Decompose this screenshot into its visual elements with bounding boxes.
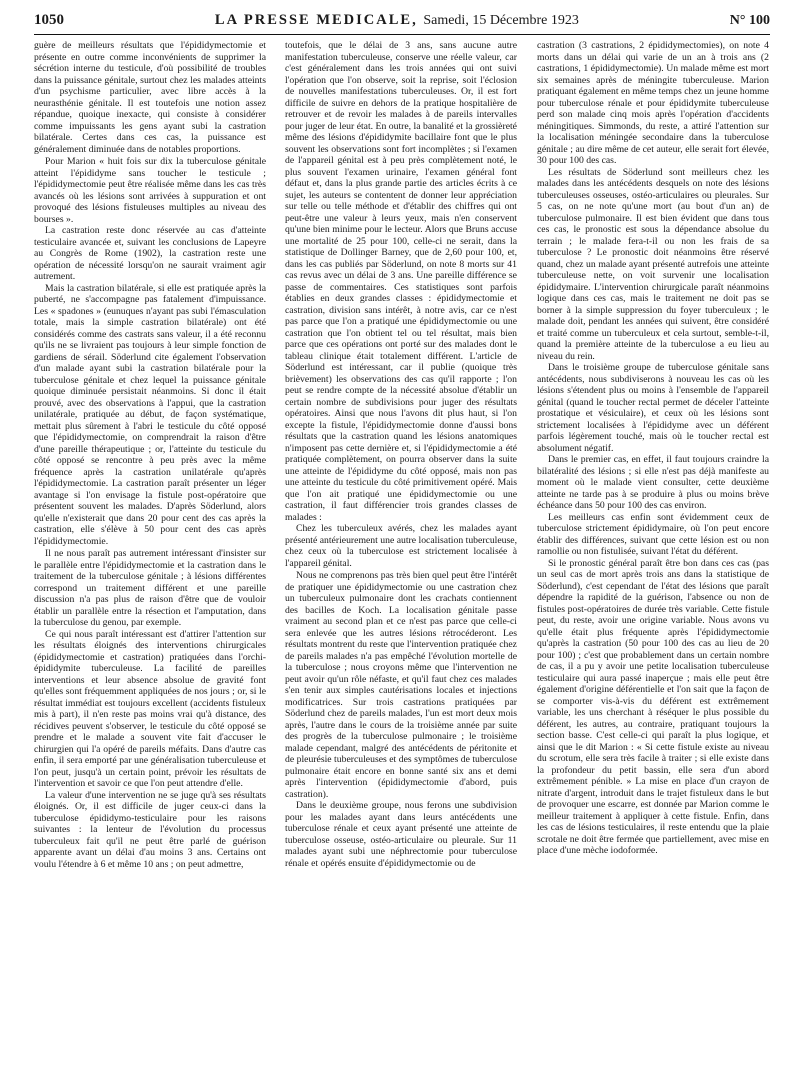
journal-title: LA PRESSE MEDICALE, <box>214 12 418 28</box>
page-header <box>34 12 770 32</box>
paragraph: Mais la castration bilatérale, si elle est pratiquée après la puberté, ne s'accompagne pas fatalement d'impuissance. Les « spadones » (eunuques n'ayant pas subi l'émasculation totale, mais la simple castration bilatérale) ont été considérés comme des castrats sans valeur, il a été reconnu qu'ils ne se livraient pas toujours à leur simple fonction de gardiens de sérail. Söderlund cite également l'observation d'un malade ayant subi la castration bilatérale pour la tuberculose génitale et chez lequel la puissance génitale quoique diminuée persistait néanmoins. Si donc il était prouvé, avec des observations à l'appui, que la castration unilatérale, pratiquée au début, de façon systématique, mettait plus sûrement à l'abri le testicule du côté opposé que l'épididymectomie, on comprendrait la raison d'être d'une pareille thérapeutique ; or, l'atteinte du testicule du côté opposé se rencontre à peu près avec la même fréquence après la castration unilatérale qu'après l'épididymectomie. La castration paraît présenter un léger avantage si l'on envisage la fistule post-opératoire que présentent souvent les malades. D'après Söderlund, alors qu'elle n'existerait que dans 20 pour cent des cas après la castration, elle s'élève à 50 pour cent des cas après l'épididymectomie. <box>34 282 266 547</box>
issue-number: N° 100 <box>729 13 770 28</box>
text-column-2 <box>285 40 517 1070</box>
paragraph: Ce qui nous paraît intéressant est d'attirer l'attention sur les résultats éloignés des interventions chirurgicales (épididymectomie et castration) pratiquées dans l'orchi-épididymite tuberculeuse. La facilité de pareilles interventions et leur absence absolue de gravité font qu'elles sont fréquemment appliquées de nos jours ; or, si le résultat immédiat est toujours excellent (accidents fistuleux mis à part), il n'en reste pas moins vrai qu'à distance, des récidives peuvent s'observer, le testicule du côté opposé se prendre et le malade a souvent vite fait d'accuser le chirurgien qui l'a opéré de pareils méfaits. Dans d'autre cas enfin, il sera emporté par une généralisation tuberculeuse et l'on peut, jusqu'à un certain point, prévoir les résultats de l'intervention et savoir ce que l'on peut attendre d'elle. <box>34 628 266 789</box>
paragraph: Nous ne comprenons pas très bien quel peut être l'intérêt de pratiquer une épididymectomie ou une castration chez un tuberculeux pulmonaire dont les crachats contiennent des bacilles de Koch. La localisation génitale passe vraiment au second plan et ce n'est pas parce que celle-ci sera enlevée que les autres lésions rétrocéderont. Les résultats montrent du reste que l'intervention pratiquée chez de pareils malades n'a pas empêché l'évolution mortelle de la tuberculose ; nous croyons même que l'intervention ne peut avoir qu'un rôle néfaste, et qu'il faut chez ces malades s'en tenir aux simples cautérisations locales et injections modificatrices. Sur trois castrations pratiquées par Söderlund chez de pareils malades, l'un est mort deux mois après, l'autre dans le cours de la troisième année par suite des progrès de la tuberculose pulmonaire ; le troisième malade cependant, malgré des antécédents de péritonite et de pleurésie tuberculeuses et des symptômes de tuberculose pulmonaire était encore en bonne santé six ans et demi après l'intervention (épididymectomie d'abord, puis castration). <box>285 570 517 800</box>
page-number: 1050 <box>34 12 64 28</box>
header-rule <box>34 34 770 35</box>
paragraph: Dans le premier cas, en effet, il faut toujours craindre la bilatéralité des lésions ; si elle n'est pas déjà manifeste au moment où le malade vient consulter, cette deuxième atteinte ne tarde pas à se produire à plus ou moins brève échéance dans 50 pour 100 des cas environ. <box>537 454 769 511</box>
paragraph: Dans le deuxième groupe, nous ferons une subdivision pour les malades ayant dans leurs antécédents une tuberculose rénale et ceux ayant présenté une atteinte de tuberculose osseuse, ostéo-articulaire ou pleurale. Sur 11 malades ayant subi une néphrectomie pour tuberculose rénale et opérés ensuite d'épididymectomie ou de <box>285 800 517 869</box>
paragraph: Les résultats de Söderlund sont meilleurs chez les malades dans les antécédents desquels on note des lésions tuberculeuses osseuses, ostéo-articulaires ou pleurales. Sur 5 cas, on ne note qu'une mort (au bout d'un an) de tuberculose pulmonaire. Il est bien évident que dans tous ces cas, le pronostic est sous la dépendance absolue du terrain ; le malade fera-t-il ou non les frais de sa tuberculose ? Le pronostic doit néanmoins être réservé quand, chez un malade ayant présenté autrefois une atteinte tuberculeuse nette, on voit survenir une localisation épididymaire. L'intervention chirurgicale paraît néanmoins logique dans ces cas, mais le traitement ne doit pas se borner à la simple suppression du foyer tuberculeux ; le malade doit, pendant les années qui suivent, être considéré et traité comme un tuberculeux et cela surtout, semble-t-il, quand la première atteinte de la tuberculose a eu lieu au niveau du rein. <box>537 166 769 362</box>
text-column-3 <box>537 40 769 1070</box>
paragraph: Chez les tuberculeux avérés, chez les malades ayant présenté antérieurement une autre localisation tuberculeuse, chez ceux où la tuberculose est strictement localisée à l'appareil génital. <box>285 523 517 569</box>
journal-title-line <box>215 12 579 29</box>
paragraph: Pour Marion « huit fois sur dix la tuberculose génitale atteint l'épididyme sans toucher le testicule ; l'épididymectomie peut être réalisée même dans les cas très avancés où les lésions sont arrivées à suppuration et ont provoqué des lésions fistuleuses multiples au niveau des bourses ». <box>34 156 266 225</box>
paragraph: Si le pronostic général paraît être bon dans ces cas (pas un seul cas de mort après trois ans dans la statistique de Söderlund), c'est cependant de l'état des lésions que paraît dépendre la rapidité de la guérison, l'absence ou non de fistules post-opératoires de durée très variable. Cette fistule peut, du reste, avoir une origine variable. Nous avons vu qu'elle était plus fréquente après l'épididymectomie qu'après la castration (50 pour 100 des cas au lieu de 20 pour 100) ; c'est que probablement dans un certain nombre de cas, il a pu y avoir une petite localisation tuberculeuse testiculaire qui aura passé inaperçue ; mais elle peut être également d'origine déférentielle et l'on sait que la façon de se comporter vis-à-vis du déférent est extrêmement variable, les uns cherchant à réséquer le plus possible du déférent, les autres, au contraire, pratiquant toujours la section basse. C'est celle-ci qui paraît la plus logique, et ainsi que le dit Marion : « Si cette fistule existe au niveau du scrotum, elle sera très facile à traiter ; si elle existe dans la profondeur du petit bassin, elle sera d'un abord extrêmement pénible. » La mise en place d'un crayon de nitrate d'argent, introduit dans le trajet fistuleux dans le but de provoquer une escarre, est donnée par Marion comme le meilleur traitement à appliquer à cette fistule. Enfin, dans les cas de lésions testiculaires, il reste entendu que la plaie scrotale ne doit être fermée que partiellement, avec mise en place d'une mèche iodoformée. <box>537 557 769 856</box>
paragraph: castration (3 castrations, 2 épididymectomies), on note 4 morts dans un délai qui varie de un an à trois ans (2 castrations, 1 épididymectomie). Un malade même est mort six semaines après de méningite tuberculeuse. Marion pratiquant également en même temps chez un jeune homme pour tuberculose rénale et pour épididymite tuberculeuse perd son malade cinq mois après l'opération d'accidents méningitiques. Simmonds, du reste, a attiré l'attention sur la localisation méningée secondaire dans la tuberculose génitale ; au dire même de cet auteur, elle serait fort élevée, 30 pour 100 des cas. <box>537 40 769 166</box>
paragraph: toutefois, que le délai de 3 ans, sans aucune autre manifestation tuberculeuse, conserve une réelle valeur, car c'est généralement dans les trois années qui ont suivi l'opération que l'on observe, soit la reprise, soit l'éclosion de nouvelles manifestations tuberculeuses. Or, il est fort difficile de suivre en dehors de la pratique hospitalière de retrouver et de revoir les malades à de pareils intervalles pour juger de leur état. En outre, la banalité et la grossièreté même des lésions d'épididymite bacillaire font que le plus souvent les observations sont fort incomplètes ; si l'examen de l'appareil génital est à peu près complètement noté, le plus souvent l'examen urinaire, l'examen général font défaut et, dans la plus grande partie des articles écrits à ce sujet, les auteurs se contentent de donner leur appréciation sur telle ou telle méthode et d'établir des chiffres qui ont peut-être une valeur à leurs yeux, mais n'en conservent qu'une bien minime pour le lecteur. Alors que Bruns accuse une mortalité de 25 pour 100, celle-ci ne serait, dans la statistique de Dollinger Barney, que de 2,60 pour 100, et, dans les cas publiés par Söderlund, on note 8 morts sur 41 cas revus avec un délai de 3 ans. Une pareille différence se passe de commentaires. Ces statistiques sont parfois établies en deux grandes classes : épididymectomie et castration, division sans intérêt, à notre avis, car ce n'est pas parce que l'on a pratiqué une épididymectomie ou une castration que l'on obtient tel ou tel résultat, mais bien parce que ces opérations ont porté sur des malades dont le tableau clinique était totalement différent. L'article de Söderlund est intéressant, car il publie (quoique très brièvement) les observations des cas qu'il rapporte ; l'on peut se rendre compte de la nécessité absolue d'établir un certain nombre de subdivisions pour juger des résultats opératoires. Ainsi que nous l'avons dit plus haut, si l'on excepte la fistule, l'épididymectomie donne d'aussi bons résultats que la castration quand les lésions anatomiques n'imposent pas cette dernière et, si l'épididymectomie a été pratiquée complètement, on pourra observer dans la suite une atteinte de l'épididyme du côté opposé, mais non pas une atteinte du testicule du côté primitivement opéré. Mais que l'on ait pratiqué une épididymectomie ou une castration, il faut différencier trois grandes classes de malades : <box>285 40 517 523</box>
paragraph: Dans le troisième groupe de tuberculose génitale sans antécédents, nous subdiviserons à nouveau les cas où les lésions s'étendent plus ou moins à l'ensemble de l'appareil génital (quand le toucher rectal permet de déceler l'atteinte prostatique et vésiculaire), et ceux où les lésions sont strictement localisées à l'épididyme avec un déférent parfois légèrement touché, mais où le toucher rectal est absolument négatif. <box>537 362 769 454</box>
issue-date: Samedi, 15 Décembre 1923 <box>423 13 579 28</box>
paragraph: Les meilleurs cas enfin sont évidemment ceux de tuberculose strictement épididymaire, où l'on peut encore établir des différences, suivant que cette lésion est ou non ramollie ou non fistulisée, suivant l'état du déférent. <box>537 511 769 557</box>
text-column-1 <box>34 40 266 1070</box>
paragraph: Il ne nous paraît pas autrement intéressant d'insister sur le parallèle entre l'épididymectomie et la castration dans le traitement de la tuberculose génitale ; à lésions différentes correspond un traitement différent et une pareille discussion n'a pas plus de raison d'être que de vouloir établir un parallèle entre la résection et l'amputation, dans la tuberculose du genou, par exemple. <box>34 548 266 628</box>
paragraph: guère de meilleurs résultats que l'épididymectomie et présente en outre comme inconvénients de supprimer la sécrétion interne du testicule, d'où possibilité de troubles dans la puissance génitale, surtout chez les malades atteints d'un psychisme particulier, avec libre accès à la neurasthénie génitale. Il est toutefois une notion assez répandue, quoique inexacte, qui consiste à considérer comme impuissants les gens ayant subi la castration bilatérale. Certes dans ces cas, la puissance est généralement diminuée dans de notables proportions. <box>34 40 266 155</box>
paragraph: La castration reste donc réservée au cas d'atteinte testiculaire avancée et, suivant les conclusions de Lapeyre au Congrès de Rome (1902), la castration reste une opération de nécessité lorsqu'on ne saurait vraiment agir autrement. <box>34 225 266 282</box>
paragraph: La valeur d'une intervention ne se juge qu'à ses résultats éloignés. Or, il est difficile de juger ceux-ci dans la tuberculose épididymo-testiculaire pour les raisons suivantes : la lenteur de l'évolution du processus tuberculeux fait qu'il ne peut être parlé de guérison apparente avant un délai d'au moins 3 ans. Certains ont voulu l'étendre à 6 et même 10 ans ; on peut admettre, <box>34 789 266 870</box>
